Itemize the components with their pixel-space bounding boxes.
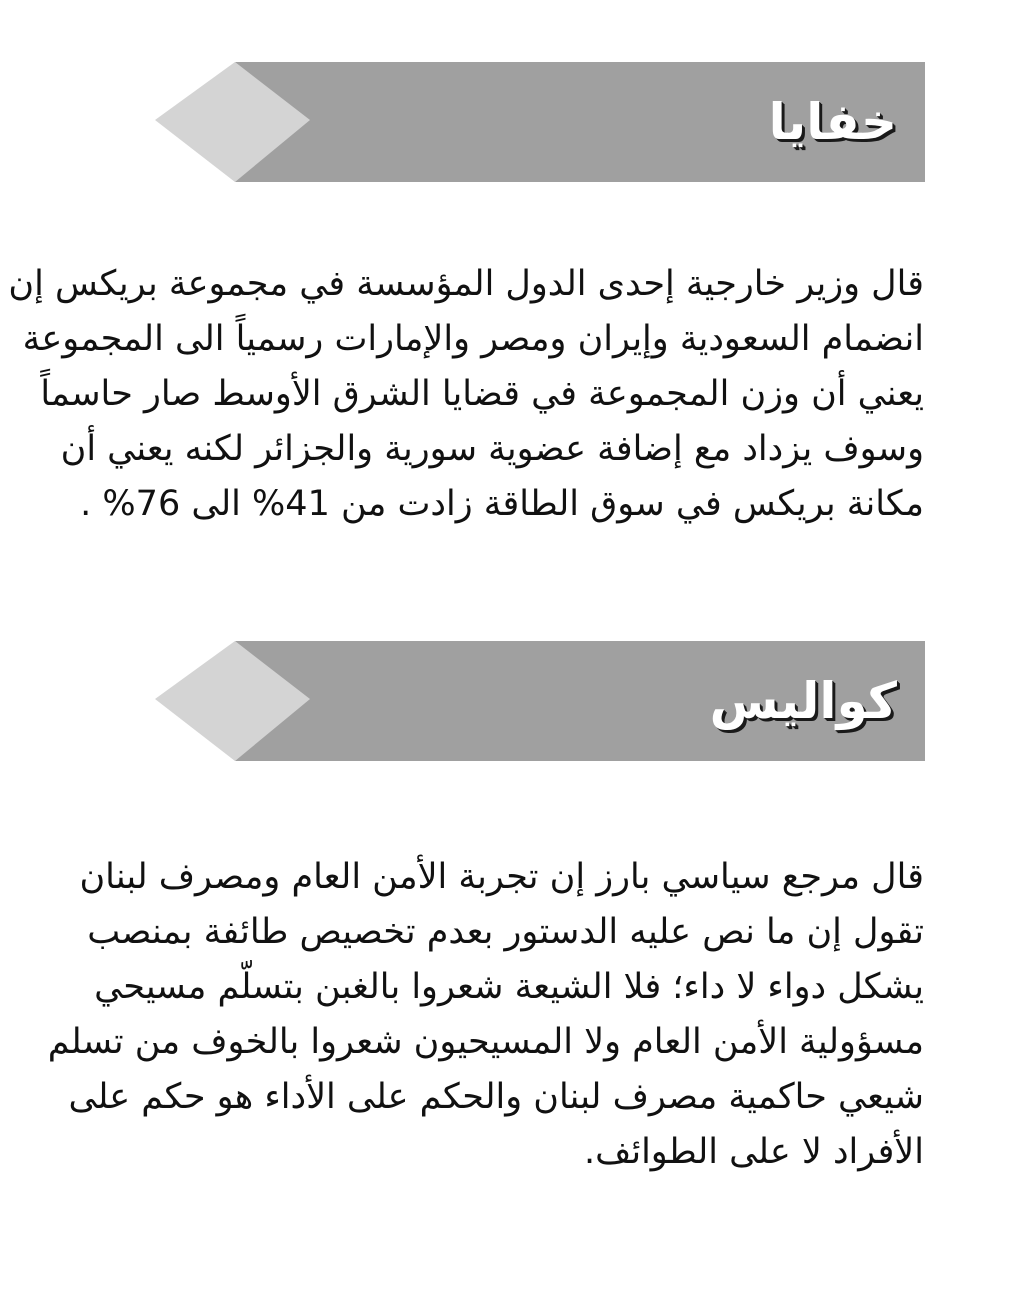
paragraph-line: شيعي حاكمية مصرف لبنان والحكم على الأداء هو حكم على — [68, 1077, 924, 1117]
paragraph-line: تقول إن ما نص عليه الدستور بعدم تخصيص طائفة بمنصب — [87, 912, 924, 952]
paragraph-line: مسؤولية الأمن العام ولا المسيحيون شعروا بالخوف من تسلم — [47, 1022, 924, 1062]
article-body-khafaya — [8, 257, 924, 532]
paragraph-line: قال مرجع سياسي بارز إن تجربة الأمن العام ومصرف لبنان — [79, 857, 924, 897]
article-body-kawalis — [48, 850, 924, 1180]
section-title: خفايا — [768, 93, 897, 151]
paragraph-line: يعني أن وزن المجموعة في قضايا الشرق الأوسط صار حاسماً — [40, 374, 924, 414]
paragraph-line: قال وزير خارجية إحدى الدول المؤسسة في مجموعة بريكس إن — [8, 264, 924, 304]
paragraph-line: مكانة بريكس في سوق الطاقة زادت من 41% الى 76% . — [80, 484, 924, 524]
section-banner-khafaya — [150, 62, 925, 182]
section-banner-kawalis — [150, 641, 925, 761]
paragraph-line: يشكل دواء لا داء؛ فلا الشيعة شعروا بالغبن بتسلّم مسيحي — [94, 967, 924, 1007]
paragraph-line: وسوف يزداد مع إضافة عضوية سورية والجزائر لكنه يعني أن — [60, 429, 924, 469]
paragraph-line: انضمام السعودية وإيران ومصر والإمارات رسمياً الى المجموعة — [22, 319, 924, 359]
paragraph-line: الأفراد لا على الطوائف. — [583, 1132, 924, 1172]
section-title: كواليس — [709, 672, 897, 730]
